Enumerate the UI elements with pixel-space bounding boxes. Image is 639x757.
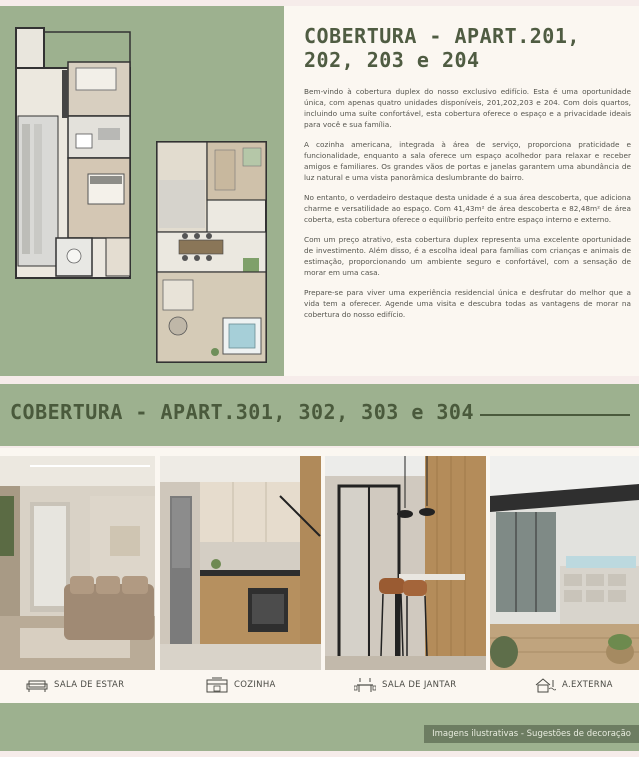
photo-cozinha — [160, 456, 321, 670]
kitchen-icon — [206, 677, 228, 693]
photo-label: A.EXTERNA — [562, 680, 613, 690]
title-divider-line — [480, 414, 630, 416]
sofa-icon — [26, 677, 48, 693]
label-sala-de-jantar — [354, 674, 456, 696]
footer-band — [0, 703, 639, 751]
photo-label: SALA DE JANTAR — [382, 680, 457, 690]
section2-title: COBERTURA - APART.301, 302, 303 e 304 — [10, 400, 475, 424]
top-section — [0, 6, 639, 376]
paragraph: A cozinha americana, integrada à área de serviço, proporciona praticidade e funcionalidade, enquanto a sala oferece um espaço acolhedor para relaxar e receber amigos e familiares. Os grandes vãos de portas e janelas garantem uma abundância de luz natural e uma vista panorâmica deslumbrante do bairro. — [304, 140, 631, 182]
paragraph: Bem-vindo à cobertura duplex do nosso exclusivo edifício. Esta é uma oportunidade única, com apenas quatro unidades disponíveis, 201,202,203 e 204. Com dois quartos, incluindo uma suíte confortável, esta cobertura oferece o espaço e a privacidade ideais para você e sua família. — [304, 87, 631, 129]
section1-title: COBERTURA - APART.201, 202, 203 e 204 — [304, 24, 580, 72]
dining-table-icon — [354, 677, 376, 693]
paragraph: Prepare-se para viver uma experiência residencial única e desfrutar do melhor que a vida tem a oferecer. Agende uma visita e descubra todas as vantagens de morar na cobertura do nosso edifício. — [304, 288, 631, 319]
photo-label: COZINHA — [234, 680, 276, 690]
pool-house-icon — [534, 677, 556, 693]
floorplan-lower-level — [10, 24, 140, 280]
footer-note: Imagens ilustrativas - Sugestões de decoração — [424, 725, 639, 743]
photo-area-externa — [490, 456, 639, 670]
paragraph: Com um preço atrativo, esta cobertura duplex representa uma excelente oportunidade de investimento. Além disso, é a escolha ideal para famílias com crianças e animais de estimação, proporcionando um ambiente seguro e confortável, com a sensação de morar em uma casa. — [304, 235, 631, 277]
label-sala-de-estar — [26, 674, 124, 696]
photo-label: SALA DE ESTAR — [54, 680, 125, 690]
photo-sala-de-estar — [0, 456, 155, 670]
section1-description — [304, 86, 631, 329]
photo-gallery — [0, 448, 639, 703]
photo-sala-de-jantar — [325, 456, 486, 670]
paragraph: No entanto, o verdadeiro destaque desta unidade é a sua área descoberta, que adiciona charme e versatilidade ao espaço. Com 41,43m² de área descoberta e 82,48m² de área coberta, esta cobertura oferece o equilíbrio perfeito entre espaço interno e externo. — [304, 193, 631, 224]
label-cozinha — [206, 674, 276, 696]
floorplan-panel — [0, 6, 284, 376]
label-area-externa — [534, 674, 613, 696]
floorplan-upper-level — [155, 140, 268, 364]
